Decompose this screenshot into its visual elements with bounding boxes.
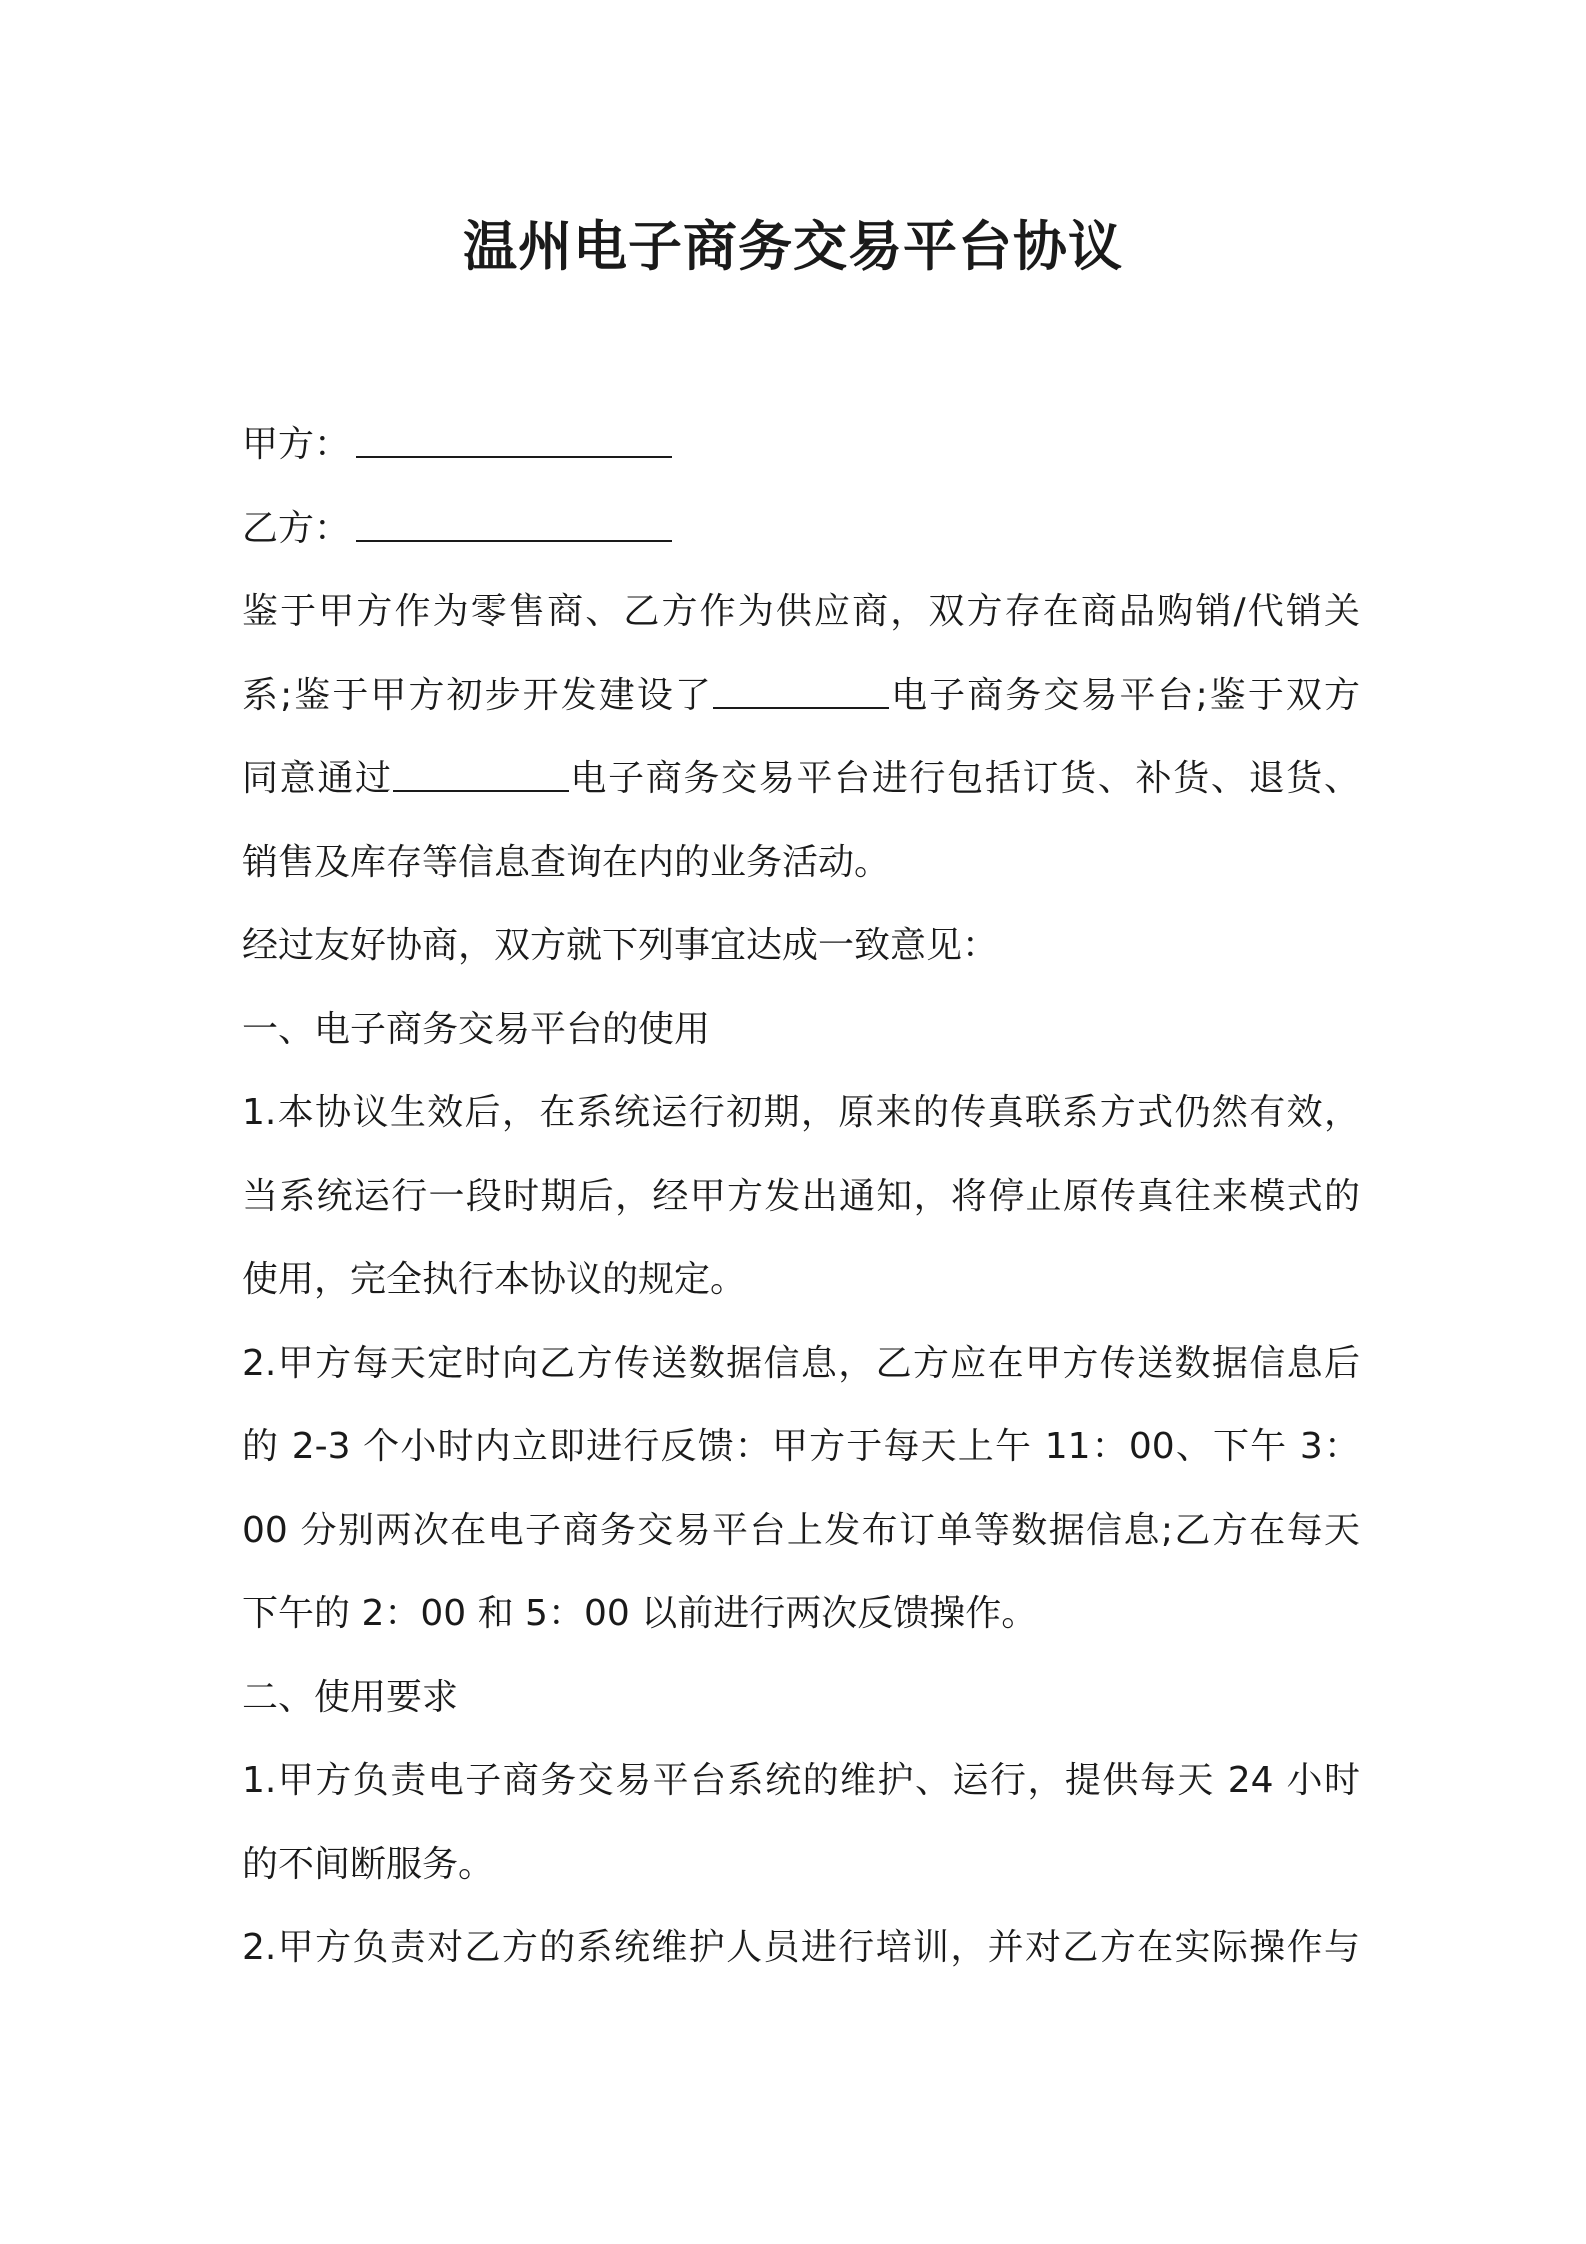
party-a-label: 甲方：: [242, 424, 351, 465]
clause-line: 的 2-3 个小时内立即进行反馈：甲方于每天上午 11：00、下午 3：: [242, 1426, 1360, 1467]
clause-line: 的不间断服务。: [242, 1843, 495, 1885]
clause-line: 当系统运行一段时期后，经甲方发出通知，将停止原传真往来模式的: [242, 1175, 1360, 1217]
section-heading: 一、电子商务交易平台的使用: [242, 1008, 711, 1050]
preamble-text: 同意通过: [242, 758, 393, 799]
preamble-text: 电子商务交易平台;鉴于双方: [889, 674, 1360, 716]
preamble-text: 电子商务交易平台进行包括订货、补货、退货、: [568, 758, 1360, 799]
platform-name-blank: [713, 677, 889, 709]
party-b-label: 乙方：: [242, 507, 351, 549]
document-title: 温州电子商务交易平台协议: [463, 215, 1123, 278]
clause-line: 下午的 2：00 和 5：00 以前进行两次反馈操作。: [242, 1593, 1038, 1634]
platform-name-blank: [393, 760, 569, 792]
clause-line: 使用，完全执行本协议的规定。: [242, 1259, 747, 1300]
preamble-line: [242, 737, 1360, 821]
clause-line: 1.本协议生效后，在系统运行初期，原来的传真联系方式仍然有效，: [242, 1092, 1360, 1133]
preamble-text: 系;鉴于甲方初步开发建设了: [242, 674, 713, 716]
document-body: [242, 403, 1360, 1990]
preamble-line: 销售及库存等信息查询在内的业务活动。: [242, 841, 891, 883]
preamble-line: 鉴于甲方作为零售商、乙方作为供应商，双方存在商品购销/代销关: [242, 591, 1360, 632]
party-a-blank: [356, 426, 672, 458]
clause-line: 2.甲方负责对乙方的系统维护人员进行培训，并对乙方在实际操作与: [242, 1927, 1360, 1968]
party-b-line: [242, 487, 1360, 571]
consensus-line: 经过友好协商，双方就下列事宜达成一致意见：: [242, 925, 999, 966]
party-a-line: [242, 403, 1360, 487]
clause-line: 1.甲方负责电子商务交易平台系统的维护、运行，提供每天 24 小时: [242, 1760, 1360, 1801]
preamble-line: [242, 654, 1360, 738]
clause-line: 2.甲方每天定时向乙方传送数据信息，乙方应在甲方传送数据信息后: [242, 1342, 1360, 1384]
clause-line: 00 分别两次在电子商务交易平台上发布订单等数据信息;乙方在每天: [242, 1509, 1360, 1551]
party-b-blank: [356, 510, 672, 542]
section-heading: 二、使用要求: [242, 1676, 459, 1718]
